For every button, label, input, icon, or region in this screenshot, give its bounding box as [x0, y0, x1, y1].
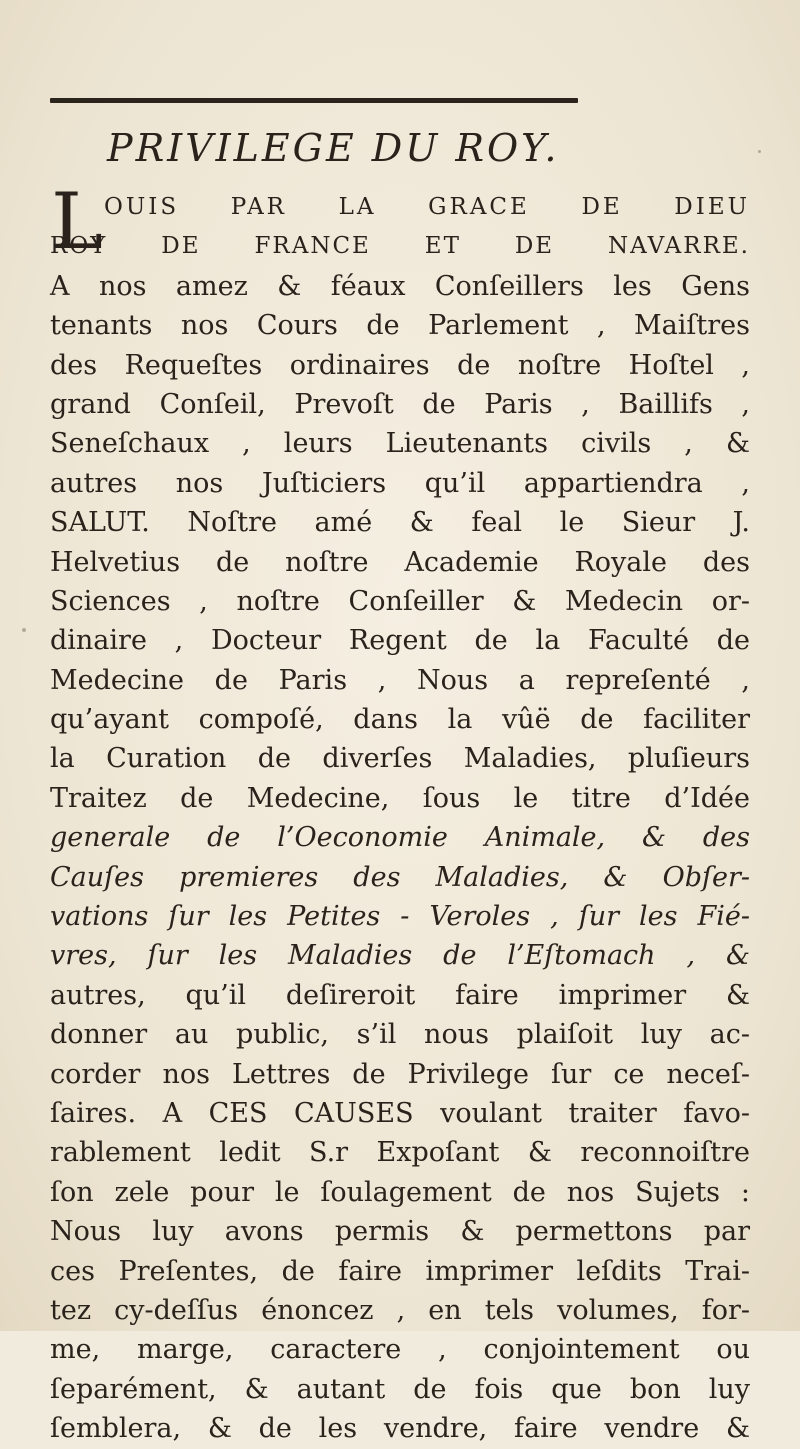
ink-speck [22, 628, 26, 632]
body-text [50, 188, 750, 1449]
text-line: Helvetius de noſtre Academie Royale des [50, 546, 750, 578]
text-line: ſeparément, & autant de fois que bon luy [50, 1373, 750, 1405]
text-line: autres nos Juſticiers qu’il appartiendra , [50, 467, 750, 499]
text-line: A nos amez & féaux Conſeillers les Gens [50, 270, 750, 302]
text-line: OUIS PAR LA GRACE DE DIEU [104, 194, 750, 220]
text-line: ces Preſentes, de faire imprimer leſdits Trai- [50, 1255, 750, 1287]
text-line: autres, qu’il deſireroit faire imprimer & [50, 979, 750, 1011]
text-line: tez cy-deſſus énoncez , en tels volumes, for- [50, 1294, 750, 1326]
text-line: des Requeſtes ordinaires de noſtre Hoſtel , [50, 349, 750, 381]
ink-speck [758, 150, 761, 153]
text-line: Cauſes premieres des Maladies, & Obſer- [50, 861, 750, 893]
header-rule [50, 98, 578, 103]
text-line: ROY DE FRANCE ET DE NAVARRE. [50, 233, 750, 260]
text-line: qu’ayant compoſé, dans la vûë de faciliter [50, 704, 750, 736]
text-line: vres, ſur les Maladies de l’Eſtomach , & [50, 940, 750, 972]
drop-cap: L [51, 177, 103, 267]
text-line: rablement ledit S.r Expoſant & reconnoiſtre [50, 1137, 750, 1169]
page-heading: PRIVILEGE DU ROY. [107, 126, 560, 170]
text-line: ſon zele pour le ſoulagement de nos Sujets : [50, 1176, 750, 1208]
text-line: Medecine de Paris , Nous a repreſenté , [50, 664, 750, 696]
text-line: la Curation de diverſes Maladies, pluſieurs [50, 743, 750, 775]
text-line: Nous luy avons permis & permettons par [50, 1216, 750, 1248]
text-line: ſemblera, & de les vendre, faire vendre & [50, 1413, 750, 1445]
text-line: corder nos Lettres de Privilege ſur ce neceſ- [50, 1058, 750, 1090]
text-line: dinaire , Docteur Regent de la Faculté de [50, 625, 750, 657]
text-line: SALUT. Noſtre amé & feal le Sieur J. [50, 507, 750, 539]
text-line: Seneſchaux , leurs Lieutenants civils , & [50, 428, 750, 460]
text-line: grand Conſeil, Prevoſt de Paris , Baillifs , [50, 388, 750, 420]
text-line: Sciences , noſtre Conſeiller & Medecin or- [50, 585, 750, 617]
text-line: generale de l’Oeconomie Animale, & des [50, 822, 750, 854]
text-line: ſaires. A CES CAUSES voulant traiter favo- [50, 1097, 750, 1129]
text-line: Traitez de Medecine, ſous le titre d’Idée [50, 782, 750, 814]
text-line: me, marge, caractere , conjointement ou [50, 1334, 750, 1366]
text-line: tenants nos Cours de Parlement , Maiſtres [50, 310, 750, 342]
text-line: vations ſur les Petites - Veroles , ſur les Fié- [50, 901, 750, 933]
text-line: donner au public, s’il nous plaiſoit luy ac- [50, 1019, 750, 1051]
